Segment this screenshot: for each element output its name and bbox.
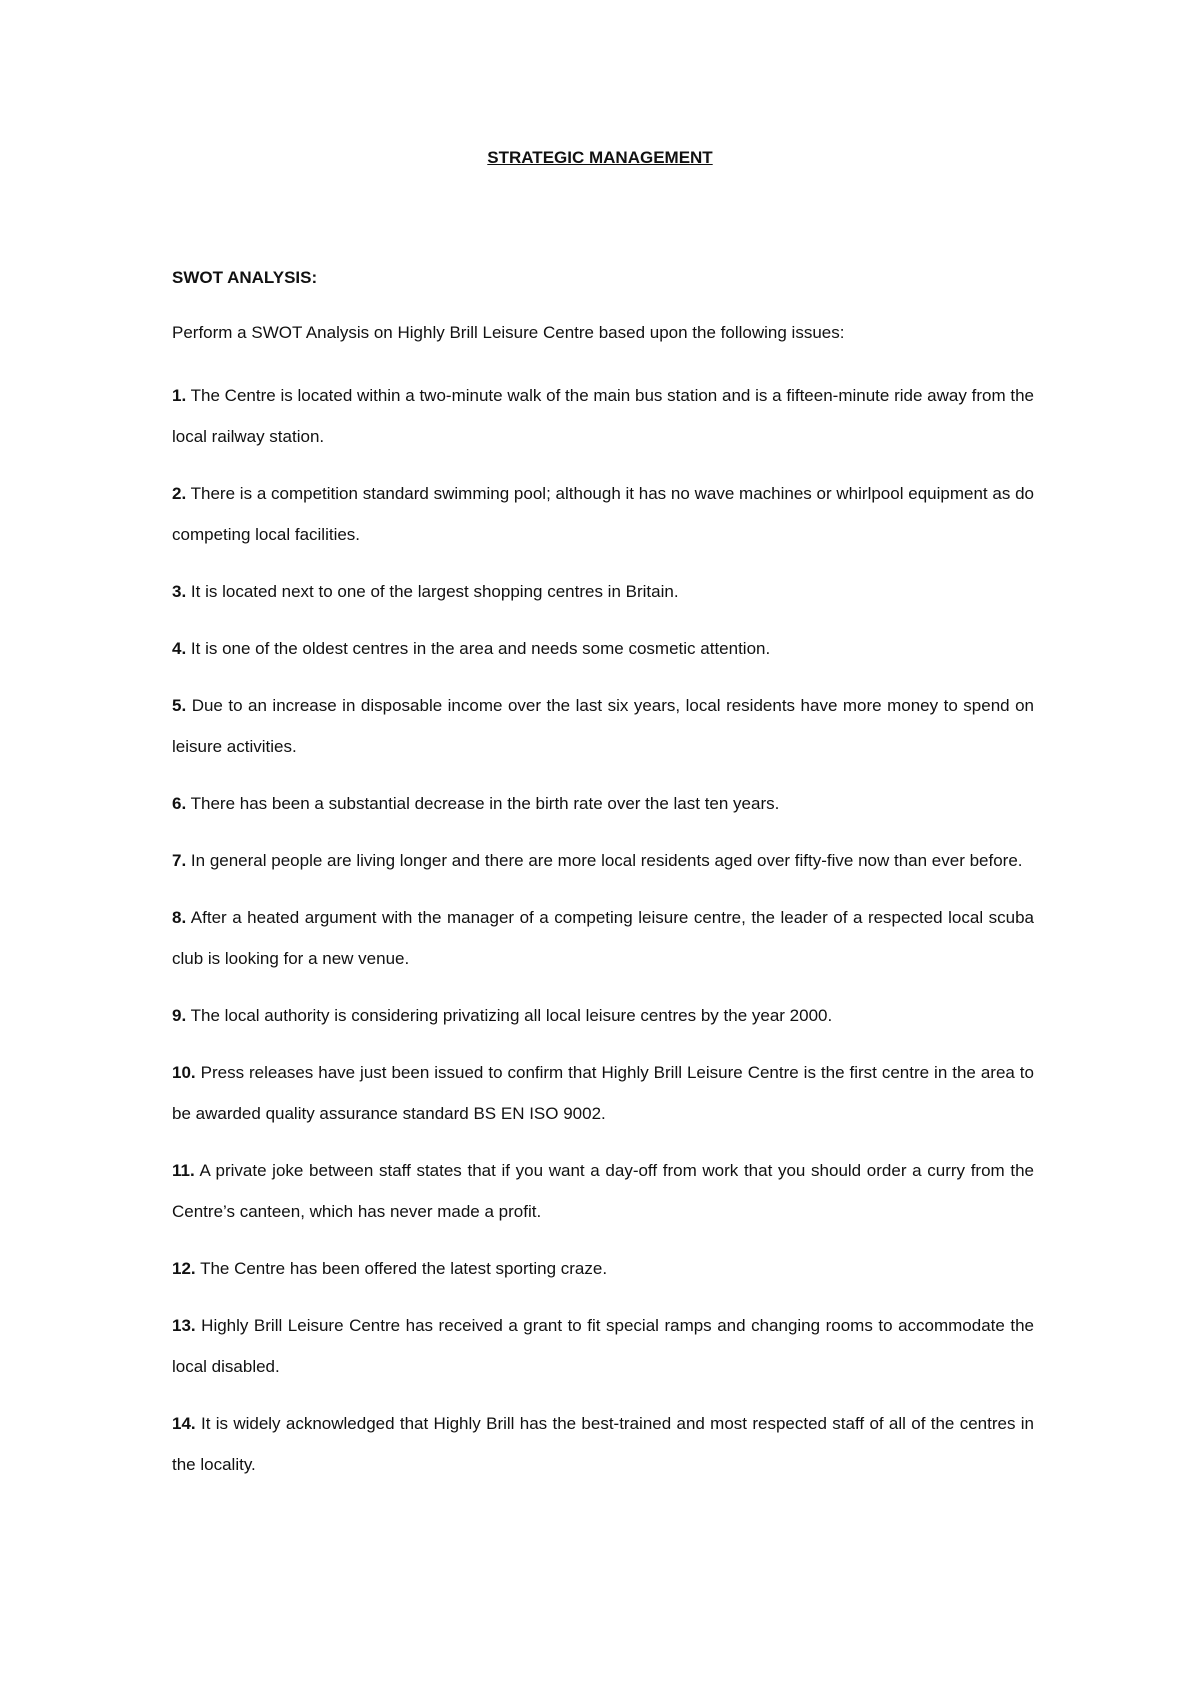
item-number: 9. [172,1006,187,1025]
item-number: 5. [172,696,187,715]
item-text: In general people are living longer and there are more local residents aged over fifty-five now than ever before. [190,851,1023,870]
list-item [172,571,1034,612]
list-item [172,628,1034,669]
item-number: 4. [172,639,187,658]
list-item [172,1150,1034,1232]
item-text: There is a competition standard swimming pool; although it has no wave machines or whirlpool equipment as do competing local facilities. [172,484,1034,544]
list-item [172,685,1034,767]
list-item [172,473,1034,555]
list-item [172,1305,1034,1387]
item-text: After a heated argument with the manager of a competing leisure centre, the leader of a respected local scuba club is looking for a new venue. [172,908,1034,968]
list-item [172,840,1034,881]
list-item [172,1052,1034,1134]
issues-list [172,375,1034,1501]
item-text: It is located next to one of the largest shopping centres in Britain. [190,582,679,601]
item-text: A private joke between staff states that if you want a day-off from work that you should order a curry from the Centre’s canteen, which has never made a profit. [172,1161,1034,1221]
item-number: 3. [172,582,187,601]
item-number: 8. [172,908,187,927]
item-text: Due to an increase in disposable income over the last six years, local residents have more money to spend on leisure activities. [172,696,1034,756]
item-number: 7. [172,851,187,870]
item-number: 12. [172,1259,196,1278]
item-text: Press releases have just been issued to confirm that Highly Brill Leisure Centre is the first centre in the area to be awarded quality assurance standard BS EN ISO 9002. [172,1063,1034,1123]
item-number: 13. [172,1316,196,1335]
item-number: 11. [172,1161,195,1180]
list-item [172,783,1034,824]
item-text: It is one of the oldest centres in the area and needs some cosmetic attention. [190,639,771,658]
list-item [172,1248,1034,1289]
list-item [172,995,1034,1036]
list-item [172,897,1034,979]
item-number: 1. [172,386,187,405]
item-text: It is widely acknowledged that Highly Brill has the best-trained and most respected staff of all of the centres in the locality. [172,1414,1034,1474]
section-heading: SWOT ANALYSIS: [172,268,318,287]
item-text: There has been a substantial decrease in the birth rate over the last ten years. [190,794,780,813]
item-text: The Centre has been offered the latest sporting craze. [200,1259,608,1278]
item-text: The Centre is located within a two-minute walk of the main bus station and is a fifteen-minute ride away from the local railway station. [172,386,1034,446]
list-item [172,1403,1034,1485]
item-text: Highly Brill Leisure Centre has received a grant to fit special ramps and changing rooms to accommodate the local disabled. [172,1316,1034,1376]
item-number: 6. [172,794,187,813]
list-item [172,375,1034,457]
item-number: 2. [172,484,187,503]
document-title: STRATEGIC MANAGEMENT [487,148,713,167]
item-number: 14. [172,1414,196,1433]
item-text: The local authority is considering privatizing all local leisure centres by the year 2000. [190,1006,833,1025]
item-number: 10. [172,1063,196,1082]
intro-paragraph: Perform a SWOT Analysis on Highly Brill Leisure Centre based upon the following issues: [172,323,845,342]
